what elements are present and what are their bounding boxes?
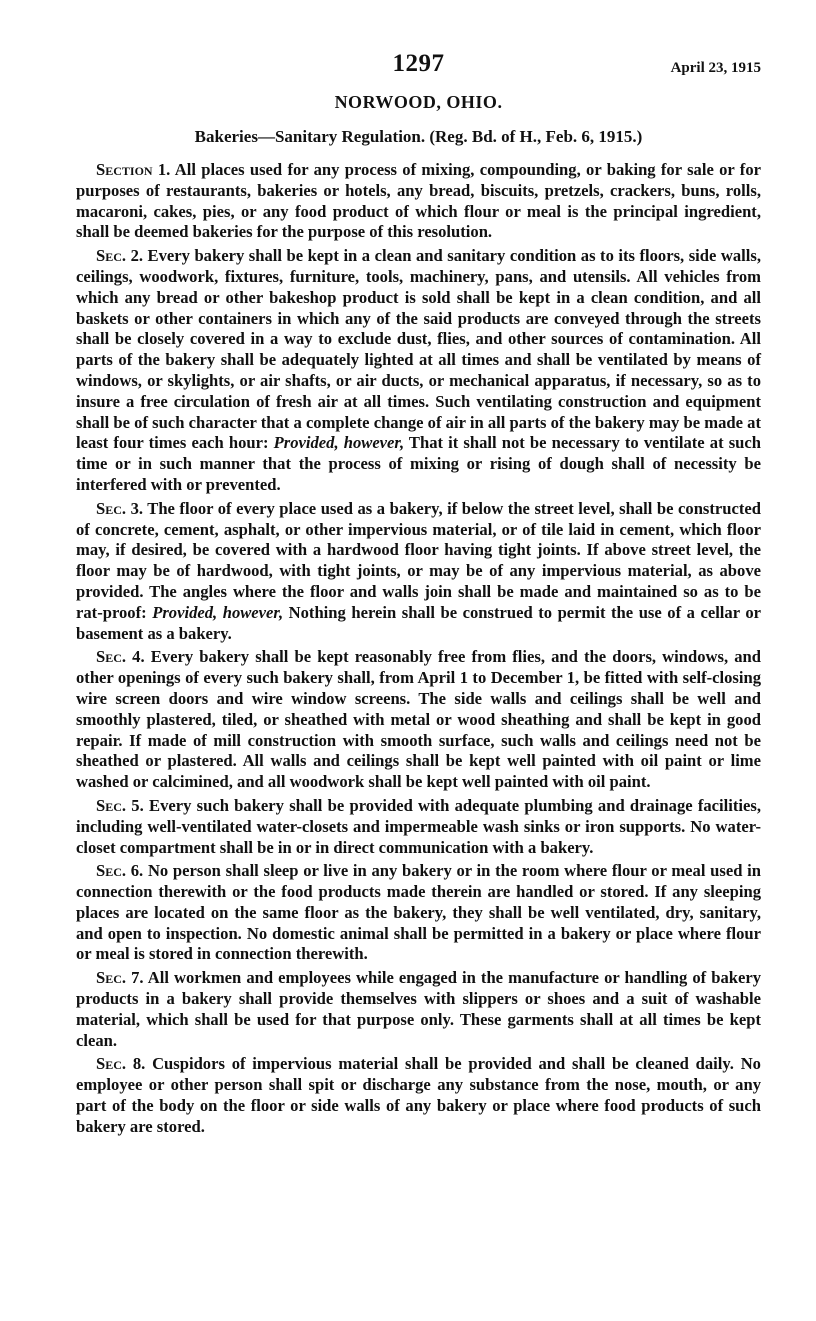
page-date: April 23, 1915: [670, 60, 761, 76]
section-text: All workmen and employees while engaged in the manufacture or handling of bakery products in a bakery shall provide themselves with slippers or shoes and a suit of washable material, which shall be used for that purpose only. These garments shall at all times be kept clean.: [76, 968, 761, 1050]
section-label: Sec. 3.: [96, 498, 144, 518]
section-label: Sec. 5.: [96, 795, 144, 815]
page-number: 1297: [392, 50, 445, 77]
section-label: Section 1.: [96, 160, 171, 179]
section-label: Sec. 6.: [96, 861, 144, 881]
page-header: [76, 0, 761, 92]
section-text-continued: That it shall not be necessary to ventilate at such time or in such manner that the process of mixing or rising of dough shall of necessity be interfered with or prevented.: [76, 433, 761, 494]
section-text: Cuspidors of impervious material shall be provided and shall be cleaned daily. No employee or other person shall spit or discharge any substance from the nose, mouth, or any part of the body on the floor or side walls of any bakery or place where food products of such bakery are stored.: [76, 1054, 761, 1136]
section-label: Sec. 4.: [96, 647, 145, 667]
section-5: [76, 796, 761, 858]
section-7: [76, 968, 761, 1051]
section-text-continued: Nothing herein shall be construed to permit the use of a cellar or basement as a bakery.: [76, 602, 761, 643]
section-label: Sec. 2.: [96, 246, 144, 266]
section-text: All places used for any process of mixing, compounding, or baking for sale or for purposes of restaurants, bakeries or hotels, any bread, biscuits, pretzels, crackers, buns, rolls, macaroni, cakes, pies, or any food product of which flour or meal is the principal ingredient, shall be deemed bakeries for the purpose of this resolution.: [76, 160, 761, 242]
proviso-text: Provided, however,: [152, 602, 284, 622]
section-1: [76, 160, 761, 243]
section-2: [76, 246, 761, 496]
section-label: Sec. 8.: [96, 1054, 146, 1074]
place-heading: NORWOOD, OHIO.: [334, 92, 503, 112]
section-4: [76, 647, 761, 793]
section-3: [76, 499, 761, 645]
section-text: Every bakery shall be kept reasonably free from flies, and the doors, windows, and other openings of every such bakery shall, from April 1 to December 1, be fitted with self-closing wire screen doors and wire window screens. The side walls and ceilings shall be well and smoothly plastered, tiled, or sheathed with metal or wood sheathing and shall be kept in good repair. If made of mill construction with smooth surface, such walls and ceilings need not be sheathed or plastered. All walls and ceilings shall be kept well painted with oil paint or lime washed or calcimined, and all woodwork shall be kept well painted with oil paint.: [76, 647, 761, 792]
subject-heading: Bakeries—Sanitary Regulation. (Reg. Bd. of H., Feb. 6, 1915.): [194, 127, 643, 146]
section-6: [76, 861, 761, 965]
section-text: The floor of every place used as a bakery, if below the street level, shall be constructed of concrete, cement, asphalt, or other impervious material, or of tile laid in cement, which floor may, if desired, be covered with a hardwood floor having tight joints. If above street level, the floor may be of hardwood, with tight joints, or may be of any impervious material, as above provided. The angles where the floor and walls join shall be made and maintained so as to be rat-proof:: [76, 498, 761, 622]
section-label: Sec. 7.: [96, 968, 144, 988]
section-8: [76, 1054, 761, 1137]
section-text: No person shall sleep or live in any bakery or in the room where flour or meal used in connection therewith or the food products made therein are handled or stored. If any sleeping places are located on the same floor as the bakery, they shall be well ventilated, dry, sanitary, and open to inspection. No domestic animal shall be permitted in a bakery or place where flour or meal is stored in connection therewith.: [76, 861, 761, 964]
section-text: Every bakery shall be kept in a clean and sanitary condition as to its floors, side walls, ceilings, woodwork, fixtures, furniture, tools, machinery, pans, and utensils. All vehicles from which any bread or other bakeshop product is sold shall be kept in a clean condition, and all baskets or other containers in which any of the said products are conveyed through the streets shall be closely covered in a way to exclude dust, flies, and other sources of contamination. All parts of the bakery shall be adequately lighted at all times and shall be ventilated by means of windows, or skylights, or air shafts, or air ducts, or mechanical apparatus, if necessary, so as to insure a free circulation of fresh air at all times. Such ventilating construction and equipment shall be of such character that a complete change of air in all parts of the bakery may be made at least four times each hour:: [76, 246, 761, 453]
proviso-text: Provided, however,: [273, 433, 405, 453]
section-text: Every such bakery shall be provided with adequate plumbing and drainage facilities, including well-ventilated water-closets and impermeable wash sinks or iron supports. No water-closet compartment shall be in or in direct communication with a bakery.: [76, 795, 761, 857]
